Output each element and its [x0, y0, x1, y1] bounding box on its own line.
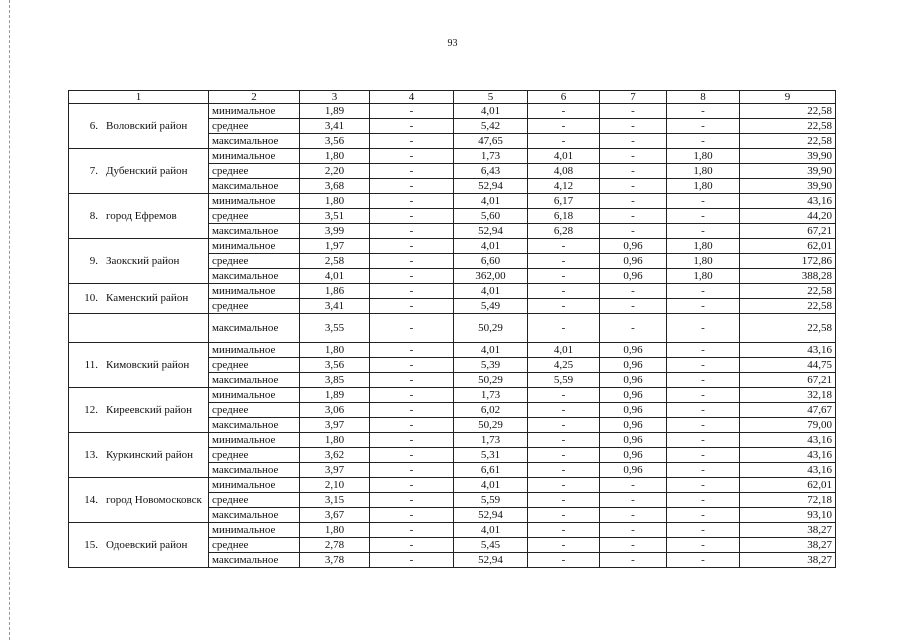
cell-col3: 3,56 [300, 134, 370, 149]
table-row [69, 388, 836, 403]
cell-col8: - [667, 418, 740, 433]
cell-type: минимальное [209, 523, 300, 538]
region-number: 8. [89, 209, 98, 222]
cell-col8: - [667, 224, 740, 239]
cell-type: среднее [209, 164, 300, 179]
region-number: 12. [84, 403, 98, 416]
cell-col7: 0,96 [600, 418, 667, 433]
cell-col3: 1,80 [300, 523, 370, 538]
cell-col9: 62,01 [740, 239, 836, 254]
column-header: 5 [454, 91, 528, 104]
cell-col7: - [600, 194, 667, 209]
cell-col5: 4,01 [454, 478, 528, 493]
cell-col3: 3,56 [300, 358, 370, 373]
cell-col5: 4,01 [454, 194, 528, 209]
cell-col7: - [600, 299, 667, 314]
cell-col4: - [370, 523, 454, 538]
cell-col3: 1,97 [300, 239, 370, 254]
cell-col5: 52,94 [454, 179, 528, 194]
cell-col4: - [370, 179, 454, 194]
cell-col8: 1,80 [667, 254, 740, 269]
cell-col9: 93,10 [740, 508, 836, 523]
cell-col4: - [370, 448, 454, 463]
table-row [69, 239, 836, 254]
region-name: город Новомосковск [106, 493, 202, 506]
cell-col8: - [667, 523, 740, 538]
region-number: 6. [89, 119, 98, 132]
cell-col5: 5,39 [454, 358, 528, 373]
cell-col4: - [370, 478, 454, 493]
cell-col3: 3,68 [300, 179, 370, 194]
cell-col5: 5,59 [454, 493, 528, 508]
column-header: 9 [740, 91, 836, 104]
cell-col9: 39,90 [740, 179, 836, 194]
cell-col9: 67,21 [740, 373, 836, 388]
cell-col7: 0,96 [600, 239, 667, 254]
cell-col4: - [370, 209, 454, 224]
cell-col5: 6,02 [454, 403, 528, 418]
cell-col3: 3,99 [300, 224, 370, 239]
cell-col6: - [528, 403, 600, 418]
cell-col8: 1,80 [667, 269, 740, 284]
cell-col4: - [370, 299, 454, 314]
cell-col8: - [667, 538, 740, 553]
cell-type: максимальное [209, 179, 300, 194]
table-row [69, 194, 836, 209]
region-number: 9. [89, 254, 98, 267]
cell-col7: 0,96 [600, 403, 667, 418]
cell-col9: 38,27 [740, 553, 836, 568]
cell-col3: 3,67 [300, 508, 370, 523]
cell-col7: - [600, 314, 667, 343]
cell-col4: - [370, 538, 454, 553]
cell-col9: 79,00 [740, 418, 836, 433]
cell-col8: - [667, 553, 740, 568]
cell-col8: 1,80 [667, 164, 740, 179]
cell-col8: 1,80 [667, 149, 740, 164]
cell-col5: 362,00 [454, 269, 528, 284]
cell-col8: 1,80 [667, 179, 740, 194]
cell-col4: - [370, 119, 454, 134]
cell-col8: - [667, 433, 740, 448]
page-number: 93 [447, 38, 458, 49]
cell-type: среднее [209, 254, 300, 269]
cell-col9: 38,27 [740, 538, 836, 553]
cell-col6: 5,59 [528, 373, 600, 388]
region-name: Каменский район [106, 292, 189, 305]
cell-col5: 1,73 [454, 149, 528, 164]
cell-col5: 5,45 [454, 538, 528, 553]
cell-type: максимальное [209, 373, 300, 388]
cell-col6: - [528, 523, 600, 538]
cell-col6: 6,17 [528, 194, 600, 209]
cell-col3: 2,58 [300, 254, 370, 269]
cell-col9: 43,16 [740, 343, 836, 358]
cell-col9: 43,16 [740, 448, 836, 463]
cell-col3: 1,80 [300, 194, 370, 209]
cell-col8: - [667, 358, 740, 373]
cell-col7: 0,96 [600, 358, 667, 373]
cell-col6: - [528, 299, 600, 314]
cell-col3: 1,80 [300, 149, 370, 164]
cell-col3: 2,10 [300, 478, 370, 493]
cell-col9: 22,58 [740, 134, 836, 149]
cell-col9: 43,16 [740, 433, 836, 448]
cell-col9: 43,16 [740, 194, 836, 209]
region-name: Кимовский район [106, 358, 190, 371]
cell-col8: 1,80 [667, 239, 740, 254]
cell-col7: - [600, 224, 667, 239]
cell-col5: 4,01 [454, 523, 528, 538]
cell-col9: 22,58 [740, 104, 836, 119]
cell-col5: 50,29 [454, 373, 528, 388]
cell-col3: 3,55 [300, 314, 370, 343]
cell-col7: - [600, 149, 667, 164]
cell-col6: 6,18 [528, 209, 600, 224]
cell-col4: - [370, 284, 454, 299]
cell-col5: 5,60 [454, 209, 528, 224]
region-name: Воловский район [106, 119, 188, 132]
cell-col6: - [528, 493, 600, 508]
region-cell [69, 284, 209, 314]
table-row [69, 433, 836, 448]
cell-type: среднее [209, 209, 300, 224]
region-number: 13. [84, 448, 98, 461]
region-cell [69, 239, 209, 284]
cell-col5: 52,94 [454, 508, 528, 523]
cell-col3: 3,06 [300, 403, 370, 418]
cell-col7: - [600, 508, 667, 523]
table-row [69, 104, 836, 119]
region-number: 10. [84, 292, 98, 304]
cell-col9: 67,21 [740, 224, 836, 239]
cell-type: минимальное [209, 239, 300, 254]
cell-col4: - [370, 269, 454, 284]
cell-col6: - [528, 269, 600, 284]
cell-col9: 22,58 [740, 314, 836, 343]
cell-col9: 39,90 [740, 149, 836, 164]
cell-col6: - [528, 478, 600, 493]
cell-col8: - [667, 493, 740, 508]
cell-col4: - [370, 508, 454, 523]
cell-type: среднее [209, 493, 300, 508]
cell-col5: 4,01 [454, 104, 528, 119]
cell-col6: - [528, 388, 600, 403]
region-name: Киреевский район [106, 403, 193, 416]
cell-col9: 44,75 [740, 358, 836, 373]
cell-col6: 4,08 [528, 164, 600, 179]
cell-col7: - [600, 209, 667, 224]
cell-col6: - [528, 239, 600, 254]
cell-col7: - [600, 134, 667, 149]
cell-col6: - [528, 553, 600, 568]
cell-col5: 6,43 [454, 164, 528, 179]
cell-col9: 388,28 [740, 269, 836, 284]
cell-col6: - [528, 314, 600, 343]
cell-col8: - [667, 284, 740, 299]
cell-col6: 4,01 [528, 343, 600, 358]
cell-col7: - [600, 493, 667, 508]
cell-col3: 1,89 [300, 104, 370, 119]
cell-col8: - [667, 478, 740, 493]
region-number: 15. [84, 538, 98, 551]
cell-col8: - [667, 314, 740, 343]
cell-col4: - [370, 224, 454, 239]
table-row [69, 314, 836, 343]
region-cell [69, 149, 209, 194]
cell-col8: - [667, 403, 740, 418]
region-cell [69, 104, 209, 149]
cell-col3: 3,85 [300, 373, 370, 388]
cell-col5: 50,29 [454, 418, 528, 433]
cell-col9: 172,86 [740, 254, 836, 269]
cell-col5: 6,61 [454, 463, 528, 478]
cell-col4: - [370, 388, 454, 403]
cell-col9: 32,18 [740, 388, 836, 403]
table-body [69, 104, 836, 568]
column-header: 1 [69, 91, 209, 104]
column-header: 2 [209, 91, 300, 104]
cell-col6: - [528, 254, 600, 269]
cell-col3: 1,89 [300, 388, 370, 403]
cell-col6: - [528, 538, 600, 553]
cell-type: максимальное [209, 553, 300, 568]
cell-col9: 43,16 [740, 463, 836, 478]
region-name: Дубенский район [106, 164, 188, 177]
cell-col7: - [600, 538, 667, 553]
cell-col8: - [667, 194, 740, 209]
column-header: 7 [600, 91, 667, 104]
page-edge-line [9, 0, 10, 640]
cell-col7: 0,96 [600, 448, 667, 463]
cell-type: среднее [209, 358, 300, 373]
cell-col5: 52,94 [454, 553, 528, 568]
cell-type: минимальное [209, 478, 300, 493]
cell-col4: - [370, 194, 454, 209]
region-cell [69, 523, 209, 568]
cell-col7: 0,96 [600, 463, 667, 478]
cell-col3: 4,01 [300, 269, 370, 284]
cell-col4: - [370, 314, 454, 343]
cell-col8: - [667, 134, 740, 149]
cell-col4: - [370, 418, 454, 433]
cell-col4: - [370, 134, 454, 149]
cell-col5: 4,01 [454, 284, 528, 299]
cell-col3: 1,86 [300, 284, 370, 299]
cell-col5: 6,60 [454, 254, 528, 269]
region-name: Куркинский район [106, 448, 194, 461]
table-row [69, 523, 836, 538]
cell-col9: 47,67 [740, 403, 836, 418]
cell-col9: 39,90 [740, 164, 836, 179]
cell-col9: 22,58 [740, 299, 836, 314]
cell-type: минимальное [209, 149, 300, 164]
cell-col5: 4,01 [454, 239, 528, 254]
cell-col5: 1,73 [454, 433, 528, 448]
cell-col4: - [370, 553, 454, 568]
cell-col3: 1,80 [300, 433, 370, 448]
cell-col4: - [370, 463, 454, 478]
cell-col7: - [600, 553, 667, 568]
cell-col6: - [528, 433, 600, 448]
cell-col6: - [528, 463, 600, 478]
cell-col9: 72,18 [740, 493, 836, 508]
cell-type: максимальное [209, 224, 300, 239]
cell-col4: - [370, 358, 454, 373]
cell-col4: - [370, 164, 454, 179]
cell-type: максимальное [209, 463, 300, 478]
cell-type: минимальное [209, 284, 300, 299]
cell-type: среднее [209, 538, 300, 553]
cell-col7: 0,96 [600, 343, 667, 358]
cell-col3: 3,97 [300, 463, 370, 478]
region-name: Заокский район [106, 254, 180, 267]
region-cell [69, 343, 209, 388]
column-header: 3 [300, 91, 370, 104]
cell-col3: 3,15 [300, 493, 370, 508]
cell-col3: 3,41 [300, 119, 370, 134]
cell-type: минимальное [209, 433, 300, 448]
table-row [69, 343, 836, 358]
cell-col8: - [667, 104, 740, 119]
cell-col5: 52,94 [454, 224, 528, 239]
table-row [69, 284, 836, 299]
cell-type: среднее [209, 403, 300, 418]
cell-col4: - [370, 254, 454, 269]
cell-col4: - [370, 493, 454, 508]
region-cell [69, 433, 209, 478]
region-cell [69, 314, 209, 343]
cell-col9: 38,27 [740, 523, 836, 538]
cell-col7: - [600, 164, 667, 179]
cell-col7: 0,96 [600, 254, 667, 269]
region-name: город Ефремов [106, 209, 177, 222]
cell-type: максимальное [209, 134, 300, 149]
cell-col6: 4,01 [528, 149, 600, 164]
cell-col9: 22,58 [740, 284, 836, 299]
tariff-table [68, 90, 836, 568]
cell-type: минимальное [209, 388, 300, 403]
cell-col5: 5,49 [454, 299, 528, 314]
cell-col7: 0,96 [600, 388, 667, 403]
cell-col6: 6,28 [528, 224, 600, 239]
cell-col4: - [370, 343, 454, 358]
cell-col6: - [528, 134, 600, 149]
cell-type: среднее [209, 299, 300, 314]
cell-col3: 3,62 [300, 448, 370, 463]
cell-col5: 47,65 [454, 134, 528, 149]
table-row [69, 478, 836, 493]
cell-type: максимальное [209, 418, 300, 433]
cell-col9: 44,20 [740, 209, 836, 224]
cell-type: среднее [209, 448, 300, 463]
cell-col6: 4,12 [528, 179, 600, 194]
cell-col5: 5,42 [454, 119, 528, 134]
cell-col3: 3,51 [300, 209, 370, 224]
cell-type: максимальное [209, 314, 300, 343]
cell-col5: 1,73 [454, 388, 528, 403]
cell-col5: 50,29 [454, 314, 528, 343]
cell-col4: - [370, 433, 454, 448]
cell-col7: 0,96 [600, 269, 667, 284]
cell-col6: - [528, 508, 600, 523]
cell-col4: - [370, 149, 454, 164]
header-row [69, 91, 836, 104]
cell-col8: - [667, 119, 740, 134]
cell-col7: - [600, 119, 667, 134]
cell-col8: - [667, 448, 740, 463]
cell-type: минимальное [209, 194, 300, 209]
cell-col8: - [667, 209, 740, 224]
cell-col7: - [600, 104, 667, 119]
table-row [69, 149, 836, 164]
cell-col6: - [528, 284, 600, 299]
cell-type: минимальное [209, 104, 300, 119]
cell-col6: 4,25 [528, 358, 600, 373]
cell-col7: - [600, 523, 667, 538]
cell-col9: 62,01 [740, 478, 836, 493]
cell-col6: - [528, 104, 600, 119]
cell-col6: - [528, 418, 600, 433]
column-header: 8 [667, 91, 740, 104]
cell-col7: 0,96 [600, 433, 667, 448]
cell-col8: - [667, 463, 740, 478]
cell-col3: 1,80 [300, 343, 370, 358]
cell-col8: - [667, 343, 740, 358]
cell-col3: 2,20 [300, 164, 370, 179]
region-cell [69, 388, 209, 433]
cell-col8: - [667, 388, 740, 403]
column-header: 6 [528, 91, 600, 104]
region-name: Одоевский район [106, 538, 188, 551]
region-number: 7. [89, 164, 98, 177]
cell-col8: - [667, 508, 740, 523]
cell-col9: 22,58 [740, 119, 836, 134]
cell-col5: 4,01 [454, 343, 528, 358]
cell-col3: 3,78 [300, 553, 370, 568]
region-number: 14. [84, 493, 98, 506]
cell-col7: - [600, 284, 667, 299]
column-header: 4 [370, 91, 454, 104]
cell-col7: 0,96 [600, 373, 667, 388]
cell-col7: - [600, 179, 667, 194]
cell-type: минимальное [209, 343, 300, 358]
region-cell [69, 478, 209, 523]
cell-col8: - [667, 373, 740, 388]
cell-type: максимальное [209, 269, 300, 284]
cell-col6: - [528, 119, 600, 134]
cell-col4: - [370, 104, 454, 119]
region-number: 11. [84, 358, 98, 371]
cell-col8: - [667, 299, 740, 314]
cell-col4: - [370, 373, 454, 388]
cell-col3: 3,41 [300, 299, 370, 314]
cell-col3: 3,97 [300, 418, 370, 433]
cell-col7: - [600, 478, 667, 493]
cell-col6: - [528, 448, 600, 463]
cell-col3: 2,78 [300, 538, 370, 553]
cell-col4: - [370, 403, 454, 418]
region-cell [69, 194, 209, 239]
cell-type: максимальное [209, 508, 300, 523]
cell-col4: - [370, 239, 454, 254]
cell-col5: 5,31 [454, 448, 528, 463]
cell-type: среднее [209, 119, 300, 134]
